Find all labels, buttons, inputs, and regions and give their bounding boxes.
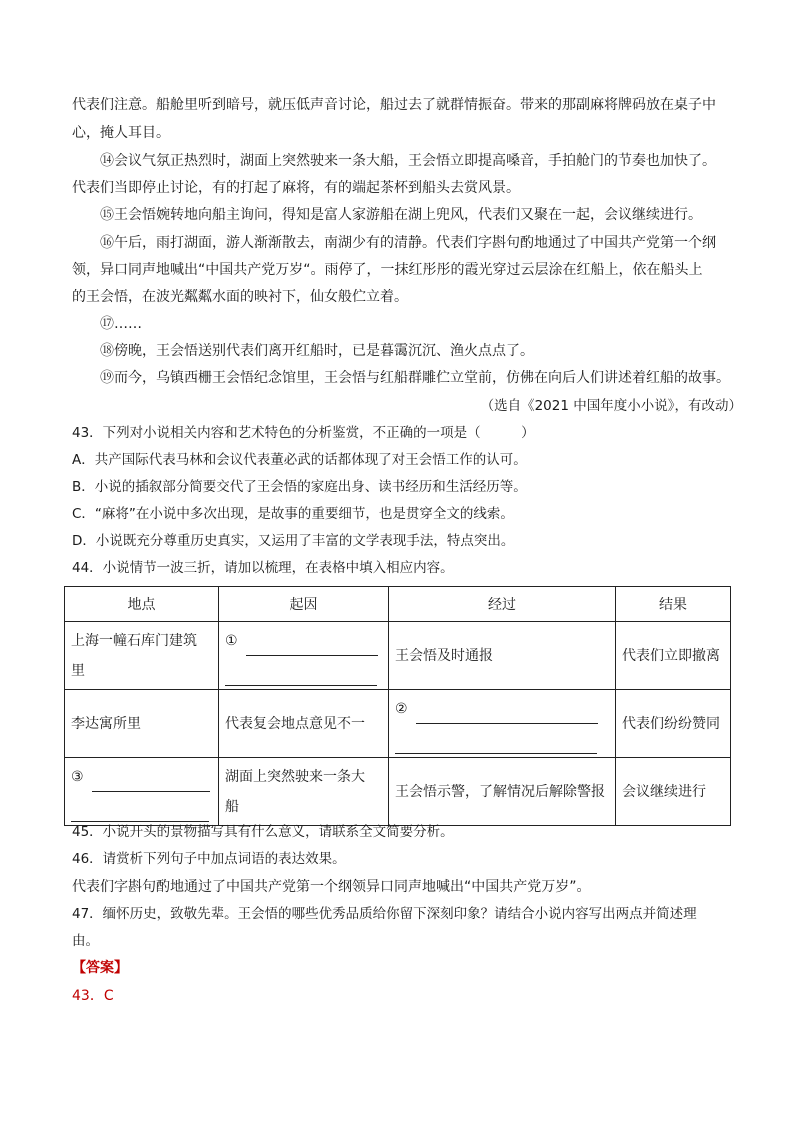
cell-result: 会议继续进行 bbox=[616, 758, 731, 826]
paragraph-19: ⑲而今，乌镇西栅王会悟纪念馆里，王会悟与红船群雕伫立堂前，仿佛在向后人们讲述着红船的故事。 bbox=[100, 370, 730, 386]
place-line: 里 bbox=[71, 662, 85, 679]
passage-line: 代表们当即停止讨论，有的打起了麻将，有的端起茶杯到船头去赏风景。 bbox=[72, 180, 520, 196]
question-47-line2: 由。 bbox=[72, 933, 99, 949]
cell-place-blank[interactable] bbox=[65, 758, 219, 826]
cell-cause: 代表复会地点意见不一 bbox=[219, 690, 389, 758]
paragraph-15: ⑮王会悟婉转地向船主询问，得知是富人家游船在湖上兜风，代表们又聚在一起，会议继续进行。 bbox=[100, 207, 702, 223]
header-place: 地点 bbox=[65, 587, 219, 622]
option-b: B．小说的插叙部分简要交代了王会悟的家庭出身、读书经历和生活经历等。 bbox=[72, 479, 527, 495]
table-header-row bbox=[65, 587, 731, 622]
plot-table bbox=[64, 586, 731, 826]
blank-mark: ② bbox=[395, 700, 408, 717]
cause-line: 船 bbox=[225, 798, 239, 815]
passage-line: 代表们注意。船舱里听到暗号，就压低声音讨论，船过去了就群情振奋。带来的那副麻将牌码放在桌子中 bbox=[72, 97, 716, 113]
answer-blank-3-line2[interactable] bbox=[71, 803, 209, 822]
cell-cause-blank[interactable] bbox=[219, 622, 389, 690]
paragraph-17: ⑰…… bbox=[100, 316, 142, 332]
question-45: 45．小说开头的景物描写具有什么意义，请联系全文简要分析。 bbox=[72, 824, 454, 840]
cell-process-blank[interactable] bbox=[389, 690, 616, 758]
question-46-sentence: 代表们字斟句酌地通过了中国共产党第一个纲领异口同声地喊出“中国共产党万岁”。 bbox=[72, 879, 591, 895]
paragraph-16: ⑯午后，雨打湖面，游人渐渐散去，南湖少有的清静。代表们字斟句酌地通过了中国共产党第一个纲 bbox=[100, 235, 716, 251]
blank-mark: ① bbox=[225, 632, 238, 649]
answer-blank-2-line2[interactable] bbox=[395, 735, 597, 754]
option-c: C．“麻将”在小说中多次出现，是故事的重要细节，也是贯穿全文的线索。 bbox=[72, 506, 514, 522]
cell-result: 代表们纷纷赞同 bbox=[616, 690, 731, 758]
answer-43: 43．C bbox=[72, 988, 114, 1004]
blank-mark: ③ bbox=[71, 768, 84, 785]
cell-cause bbox=[219, 758, 389, 826]
header-cause: 起因 bbox=[219, 587, 389, 622]
table-row bbox=[65, 622, 731, 690]
option-d: D．小说既充分尊重历史真实，又运用了丰富的文学表现手法，特点突出。 bbox=[72, 533, 515, 549]
passage-line: 心，掩人耳目。 bbox=[72, 125, 170, 141]
cause-line: 湖面上突然驶来一条大 bbox=[225, 768, 365, 785]
table-row bbox=[65, 758, 731, 826]
passage-line: 的王会悟，在波光粼粼水面的映衬下，仙女般伫立着。 bbox=[72, 289, 408, 305]
cell-place: 李达寓所里 bbox=[65, 690, 219, 758]
passage-line: 领，异口同声地喊出“中国共产党万岁“。雨停了，一抹红彤彤的霞光穿过云层涂在红船上，依在船头上 bbox=[72, 262, 703, 278]
question-43: 43．下列对小说相关内容和艺术特色的分析鉴赏，不正确的一项是（ ） bbox=[72, 425, 535, 441]
cell-result: 代表们立即撤离 bbox=[616, 622, 731, 690]
question-47: 47．缅怀历史，致敬先辈。王会悟的哪些优秀品质给你留下深刻印象？请结合小说内容写出两点并简述理 bbox=[72, 906, 697, 922]
answer-blank-3[interactable] bbox=[92, 773, 210, 792]
place-line: 上海一幢石库门建筑 bbox=[71, 632, 197, 649]
header-process: 经过 bbox=[389, 587, 616, 622]
question-44: 44．小说情节一波三折，请加以梳理，在表格中填入相应内容。 bbox=[72, 560, 454, 576]
paragraph-18: ⑱傍晚，王会悟送别代表们离开红船时，已是暮霭沉沉、渔火点点了。 bbox=[100, 343, 534, 359]
source-citation: （选自《2021 中国年度小小说》，有改动） bbox=[480, 398, 742, 414]
answer-heading: 【答案】 bbox=[72, 960, 128, 976]
option-a: A．共产国际代表马林和会议代表董必武的话都体现了对王会悟工作的认可。 bbox=[72, 452, 527, 468]
header-result: 结果 bbox=[616, 587, 731, 622]
question-46: 46．请赏析下列句子中加点词语的表达效果。 bbox=[72, 851, 346, 867]
cell-place bbox=[65, 622, 219, 690]
answer-blank-1[interactable] bbox=[246, 637, 378, 656]
answer-blank-2[interactable] bbox=[416, 705, 598, 724]
cell-process: 王会悟及时通报 bbox=[389, 622, 616, 690]
answer-blank-1-line2[interactable] bbox=[225, 667, 377, 686]
paragraph-14: ⑭会议气氛正热烈时，湖面上突然驶来一条大船，王会悟立即提高嗓音，手拍舱门的节奏也加快了。 bbox=[100, 153, 716, 169]
cell-process: 王会悟示警，了解情况后解除警报 bbox=[389, 758, 616, 826]
table-row bbox=[65, 690, 731, 758]
